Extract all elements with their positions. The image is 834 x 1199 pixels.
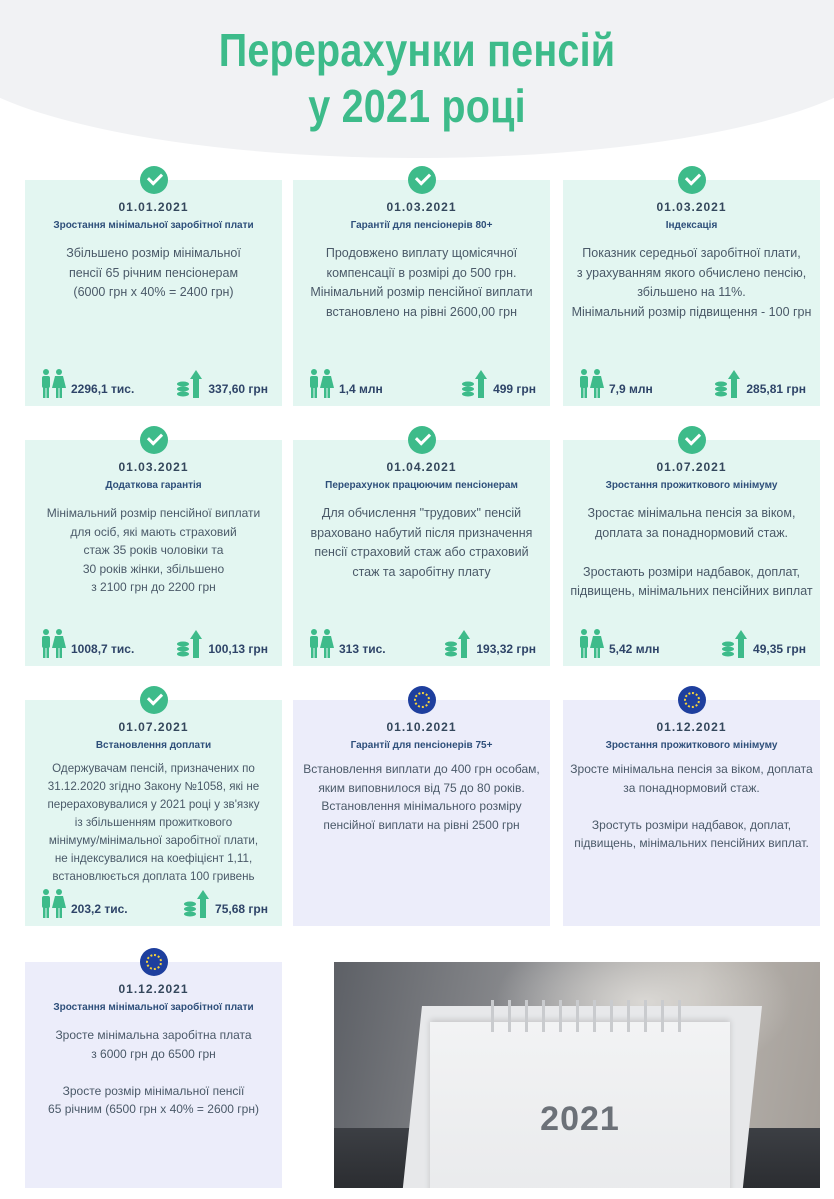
card-title: Додаткова гарантія [105,480,202,491]
amount-value: 49,35 грн [753,642,806,656]
amount-stat [461,368,536,398]
amount-stat [444,628,536,658]
card-additional-guarantee [25,440,282,666]
card-working-pensioners [293,440,550,666]
check-icon [678,166,706,194]
check-icon [678,426,706,454]
people-count: 2296,1 тис. [71,382,135,396]
card-indexation [563,180,820,406]
people-icon [39,628,67,658]
check-icon [408,426,436,454]
card-subsistence-minimum-dec [563,700,820,926]
people-count: 1,4 млн [339,382,383,396]
people-icon [577,368,605,398]
people-icon [39,368,67,398]
amount-stat [176,628,268,658]
card-guarantees-80 [293,180,550,406]
card-description: Мінімальний розмір пенсійної виплати для осіб, які мають страховий стаж 35 років чоловіки та 30 років жінки, збільшено з 2100 грн до 2200 грн [46,506,261,595]
card-description: Встановлення виплати до 400 грн особам, яким виповнилося від 75 до 80 років. Встановлення мінімального розміру пенсійної виплати на рівні 2500 грн [303,762,540,832]
card-title: Перерахунок працюючим пенсіонерам [325,480,518,491]
coins-growth-icon [444,628,472,658]
card-date: 01.03.2021 [386,200,457,214]
card-description: Одержувачам пенсій, призначених по 31.12.2020 згідно Закону №1058, які не перераховувалися у 2021 році у зв'язку із збільшенням прожиткового мінімуму/мінімальної заробітної плати, не індексувалися на коефіцієнт 1,11, встановлюється доплата 100 гривень [47,762,260,883]
card-date: 01.07.2021 [118,720,189,734]
card-title: Гарантії для пенсіонерів 80+ [350,220,493,231]
card-description: Зросте мінімальна заробітна плата з 6000 грн до 6500 грн Зросте розмір мінімальної пенсії 65 річним (6500 грн х 40% = 2600 грн) [48,1028,259,1117]
card-supplement [25,700,282,926]
eu-flag-icon [408,686,436,714]
card-date: 01.12.2021 [118,982,189,996]
card-minimum-wage-dec [25,962,282,1188]
check-icon [140,686,168,714]
people-count: 203,2 тис. [71,902,128,916]
calendar-photo [334,962,820,1188]
people-stat [39,628,134,658]
people-count: 313 тис. [339,642,386,656]
card-description: Збільшено розмір мінімальної пенсії 65 річним пенсіонерам (6000 грн х 40% = 2400 грн) [66,246,241,299]
people-stat [577,368,653,398]
people-stat [307,628,386,658]
eu-flag-icon [140,948,168,976]
coins-growth-icon [714,368,742,398]
check-icon [140,166,168,194]
card-date: 01.03.2021 [118,460,189,474]
people-stat [577,628,659,658]
card-description: Показник середньої заробітної плати, з урахуванням якого обчислено пенсію, збільшено на 11%. Мінімальний розмір підвищення - 100 грн [571,246,812,319]
amount-value: 100,13 грн [208,642,268,656]
eu-flag-icon [678,686,706,714]
people-stat [39,888,128,918]
card-title: Зростання мінімальної заробітної плати [53,1002,254,1013]
people-stat [307,368,383,398]
card-date: 01.01.2021 [118,200,189,214]
coins-growth-icon [461,368,489,398]
amount-stat [176,368,268,398]
people-count: 1008,7 тис. [71,642,135,656]
card-title: Встановлення доплати [95,740,212,751]
amount-value: 193,32 грн [476,642,536,656]
card-description: Для обчислення "трудових" пенсій враховано набутий після призначення пенсії страховий стаж або страховий стаж та заробітну плату [310,506,533,579]
card-subsistence-minimum-jul [563,440,820,666]
page-title-line-1: Перерахунки пенсій [218,24,616,76]
card-guarantees-75 [293,700,550,926]
amount-value: 499 грн [493,382,536,396]
amount-stat [721,628,806,658]
people-icon [577,628,605,658]
people-stat [39,368,134,398]
coins-growth-icon [176,628,204,658]
amount-value: 337,60 грн [208,382,268,396]
card-title: Гарантії для пенсіонерів 75+ [350,740,493,751]
calendar-rings [484,1000,684,1032]
page-title [0,22,834,134]
amount-value: 75,68 грн [215,902,268,916]
amount-value: 285,81 грн [746,382,806,396]
card-minimum-wage-jan [25,180,282,406]
card-title: Індексація [665,220,718,231]
card-description: Зростає мінімальна пенсія за віком, доплата за понаднормовий стаж. Зростають розміри надбавок, доплат, підвищень, мінімальних пенсійних виплат [570,506,813,598]
card-date: 01.04.2021 [386,460,457,474]
card-date: 01.12.2021 [656,720,727,734]
card-title: Зростання мінімальної заробітної плати [53,220,254,231]
card-date: 01.03.2021 [656,200,727,214]
people-icon [39,888,67,918]
amount-stat [714,368,806,398]
coins-growth-icon [183,888,211,918]
people-icon [307,628,335,658]
coins-growth-icon [721,628,749,658]
card-date: 01.10.2021 [386,720,457,734]
amount-stat [183,888,268,918]
card-description: Зросте мінімальна пенсія за віком, доплата за понаднормовий стаж. Зростуть розміри надбавок, доплат, підвищень, мінімальних пенсійних виплат. [570,762,813,851]
card-date: 01.07.2021 [656,460,727,474]
check-icon [408,166,436,194]
card-title: Зростання прожиткового мінімуму [605,740,778,751]
people-count: 5,42 млн [609,642,660,656]
coins-growth-icon [176,368,204,398]
people-icon [307,368,335,398]
page-title-line-2: у 2021 році [308,80,526,132]
card-description: Продовжено виплату щомісячної компенсації в розмірі до 500 грн. Мінімальний розмір пенсійної виплати встановлено на рівні 2600,00 грн [310,246,533,319]
calendar-year: 2021 [540,1100,620,1138]
card-title: Зростання прожиткового мінімуму [605,480,778,491]
people-count: 7,9 млн [609,382,653,396]
check-icon [140,426,168,454]
